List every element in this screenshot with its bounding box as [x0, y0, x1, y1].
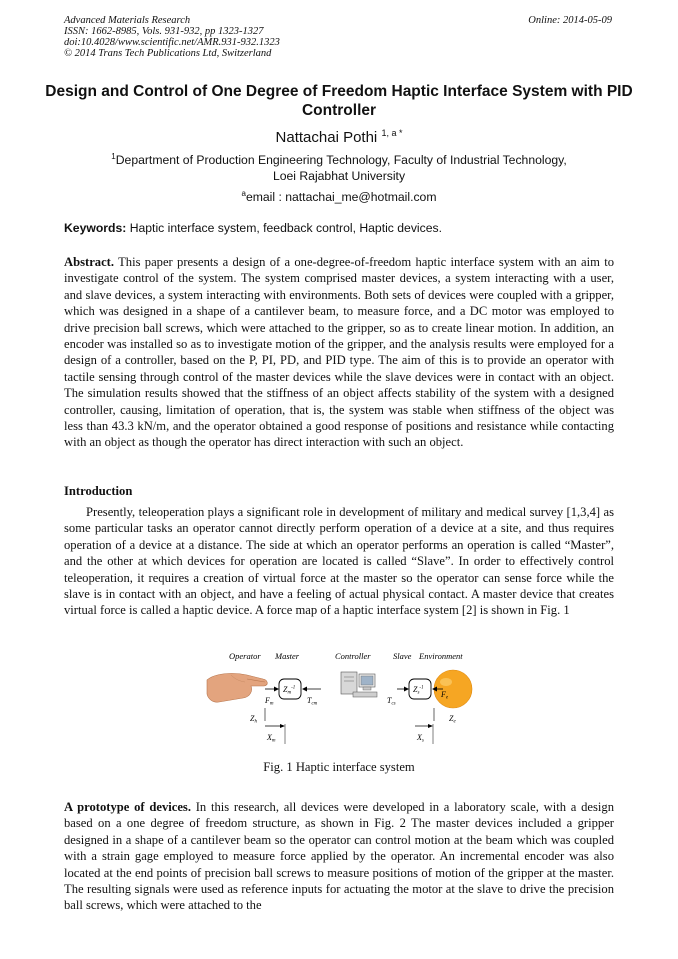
abstract-text: This paper presents a design of a one-degree-of-freedom haptic interface system with an aim to investigate control of the system. The system comprised master devices, a system interacting with a user, and slave devices, a system interacting with environments. Both sets of devices were coupled with a gripper, which was designed in a shape of a cantilever beam, to measure force, and a DC motor was employed to drive precision ball screws, which were attached to the gripper, so as to create linear motion. In addition, an encoder was installed so as to investigate motion of the gripper, and the analysis results were employed for a design of a controller, based on the P, PI, PD, and PID type. The aim of this is to provide an operator with tactile sensing through control of the master devices while the slave devices were in contact with an object. The simulation results showed that the stiffness of an object affects stability of the system with a designed controller, causing, limitation of operation, that is, the system was stable when stiffness of the object was less than 43.3 kN/m, and the operator obtained a good response of positions and resistance while contacting with an object as though the operator has direct interaction with such an object. [64, 255, 614, 450]
introduction-heading: Introduction [64, 484, 133, 498]
slave-position-label: Xs [417, 733, 424, 744]
prototype-text: In this research, all devices were developed in a laboratory scale, with a design based on a one degree of freedom structure, as shown in Fig. 2 The master devices included a gripper designed in a shape of a cantilever beam so the operator can control motion at the beam which was coupled with a strain gage employed to measure force applied by the operator. An incremental encoder was also located at the end points of precision ball screws to measure positions of motion of the gripper at the master. The resulting signals were used as reference inputs for actuating the motor at the slave to drive the precision ball screws, which were attached to the [64, 800, 614, 913]
figure-label-slave: Slave [393, 651, 412, 661]
affiliation-line-1: Department of Production Engineering Technology, Faculty of Industrial Technology, [115, 153, 567, 167]
abstract-label: Abstract. [64, 255, 115, 269]
operator-hand-icon [207, 673, 267, 702]
operator-impedance-label: Zh [250, 714, 257, 725]
slave-position-arrowhead [428, 724, 433, 728]
master-position-arrowhead [280, 724, 285, 728]
keywords [64, 221, 616, 236]
online-date: Online: 2014-05-09 [528, 15, 612, 26]
email-superscript: a [241, 189, 246, 198]
journal-issn: ISSN: 1662-8985, Vols. 931-932, pp 1323-1327 [64, 26, 264, 37]
force-env-label: Fe [441, 690, 449, 701]
figure-label-operator: Operator [229, 651, 261, 661]
keywords-text: Haptic interface system, feedback control, Haptic devices. [129, 221, 442, 235]
figure-label-master: Master [275, 651, 300, 661]
master-box-z: $Zm^{-1}$ [283, 685, 296, 696]
journal-copyright: © 2014 Trans Tech Publications Ltd, Switzerland [64, 48, 272, 59]
author-line [40, 124, 638, 147]
journal-name: Advanced Materials Research [64, 15, 191, 26]
prototype-paragraph [64, 799, 614, 914]
force-master-label: Fm [265, 696, 274, 707]
abstract-paragraph [64, 254, 614, 451]
journal-doi: doi:10.4028/www.scientific.net/AMR.931-932.1323 [64, 37, 280, 48]
author-email [40, 186, 638, 205]
introduction-paragraph: Presently, teleoperation plays a significant role in development of military and medical survey [1,3,4] as some particular tasks an operator cannot directly perform operation of a device at a site, and thus requires operation of a device at a distance. The side at which an operator performs an operation is called “Master”, and the other at which devices for operation are located is called “Slave”. In order to effectively control teleoperation, it requires a creation of virtual force at the master so the operator can sense force while the slave is in contact with an object, and have a feeling of actual physical contact. A master device that creates virtual force is called a haptic device. A force map of a haptic interface system [2] is shown in Fig. 1 [64, 505, 614, 618]
figure-label-environment: Environment [419, 651, 463, 661]
affiliation-line-2: Loei Rajabhat University [272, 168, 406, 183]
torque-slave-arrowhead [404, 687, 409, 692]
haptic-system-figure [205, 646, 475, 746]
computer-icon [341, 672, 377, 697]
author-name: Nattachai Pothi [275, 129, 378, 146]
figure-label-controller: Controller [335, 651, 371, 661]
prototype-label: A prototype of devices. [64, 800, 191, 814]
slave-box-z: $Zs^{-1}$ [413, 685, 424, 696]
affiliation-superscript: 1 [111, 152, 116, 161]
torque-slave-label: Tcs [387, 696, 396, 707]
figure-caption: Fig. 1 Haptic interface system [263, 760, 415, 774]
journal-header [64, 15, 280, 59]
affiliation [40, 149, 638, 184]
torque-master-arrowhead [302, 687, 307, 692]
email-text: email : nattachai_me@hotmail.com [245, 190, 437, 204]
paper-title: Design and Control of One Degree of Freedom Haptic Interface System with PID Controller [45, 83, 633, 119]
environment-impedance-label: Ze [449, 714, 456, 725]
force-master-arrowhead [274, 687, 279, 692]
author-superscript: 1, a * [381, 128, 403, 138]
master-position-label: Xm [267, 733, 276, 744]
keywords-label: Keywords: [64, 221, 127, 235]
torque-master-label: Tcm [307, 696, 318, 707]
